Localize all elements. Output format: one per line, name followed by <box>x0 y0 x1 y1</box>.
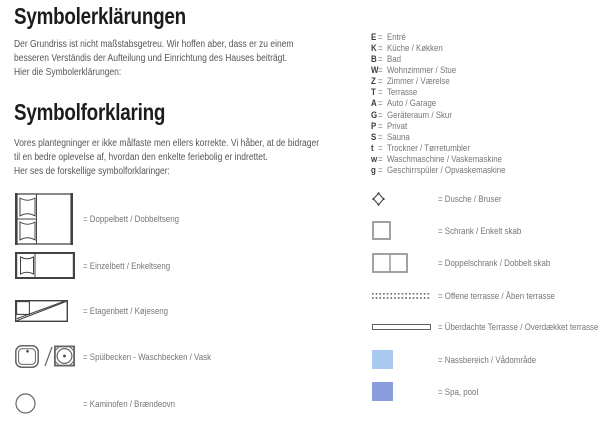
room-code-letter: A <box>371 98 377 109</box>
room-code-label: Trockner / Tørretumbler <box>386 142 470 153</box>
legend-row-spa-pool <box>372 382 485 401</box>
room-code-letter: T <box>371 87 376 98</box>
legend-row-wood-stove <box>15 393 315 414</box>
room-code-row <box>371 120 506 131</box>
equals-sign: = <box>377 154 383 165</box>
intro-paragraph-german <box>14 38 294 80</box>
double-cabinet-icon <box>372 253 438 273</box>
legend-label: = Einzelbett / Enkeltseng <box>83 260 171 271</box>
room-code-row <box>371 87 506 98</box>
room-code-letter: G <box>371 109 378 120</box>
room-code-label: Auto / Garage <box>386 98 437 109</box>
legend-row-open-terrace <box>372 292 576 300</box>
room-code-letter: w <box>371 154 378 165</box>
room-code-letter: E <box>371 31 377 42</box>
room-code-label: Zimmer / Værelse <box>386 76 450 87</box>
equals-sign: = <box>377 131 383 142</box>
open-terrace-icon <box>372 292 438 300</box>
intro-line: besseren Verständis der Aufteilung und Einrichtung des Hauses beiträgt. <box>14 53 288 64</box>
room-code-label: Sauna <box>386 131 410 142</box>
room-code-label: Privat <box>386 120 408 131</box>
legend-label: = Nassbereich / Vådområde <box>438 354 537 365</box>
equals-sign: = <box>377 165 383 176</box>
room-code-row <box>371 64 506 75</box>
intro-paragraph-danish <box>14 137 319 179</box>
room-code-list <box>371 31 529 176</box>
legend-label: = Dusche / Bruser <box>438 194 502 204</box>
intro-line: Der Grundriss ist nicht maßstabsgetreu. Wir hoffen aber, dass er zu einem <box>14 39 294 50</box>
equals-sign: = <box>377 109 383 120</box>
room-code-label: Waschmaschine / Vaskemaskine <box>386 154 503 165</box>
shower-icon <box>372 192 438 206</box>
legend-label: = Überdachte Terrasse / Overdækket terrasse <box>438 322 599 332</box>
equals-sign: = <box>377 87 383 98</box>
room-code-letter: S <box>371 131 377 142</box>
room-code-row <box>371 142 506 153</box>
room-code-letter: K <box>371 42 377 53</box>
legend-row-shower <box>372 192 513 206</box>
room-code-row <box>371 31 506 42</box>
equals-sign: = <box>377 98 383 109</box>
legend-row-single-bed <box>15 252 315 279</box>
room-code-row <box>371 131 506 142</box>
covered-terrace-icon <box>372 324 438 330</box>
legend-label: = Spa, pool <box>438 386 479 397</box>
room-code-row <box>371 53 506 64</box>
single-bed-icon <box>15 252 75 279</box>
legend-label: = Schrank / Enkelt skab <box>438 225 522 236</box>
room-code-label: Bad <box>386 53 402 64</box>
double-bed-icon <box>15 193 73 245</box>
room-code-letter: P <box>371 120 377 131</box>
legend-row-bunk-bed <box>15 300 315 322</box>
room-code-label: Geräteraum / Skur <box>386 109 452 120</box>
equals-sign: = <box>377 53 383 64</box>
legend-label: = Offene terrasse / Åben terrasse <box>438 291 555 301</box>
page-title-danish: Symbolforklaring <box>14 99 166 125</box>
wet-area-swatch <box>372 350 393 369</box>
legend-label: = Kaminofen / Brændeovn <box>83 398 176 409</box>
equals-sign: = <box>377 142 383 153</box>
intro-line: Hier die Symbolerklärungen: <box>14 67 122 78</box>
room-code-letter: B <box>371 53 377 64</box>
room-code-letter: g <box>371 165 376 176</box>
intro-line: Her ses de forskellige symbolforklaringer: <box>14 166 170 177</box>
room-code-row <box>371 76 506 87</box>
room-code-label: Geschirrspüler / Opvaskemaskine <box>386 165 506 176</box>
room-code-row <box>371 165 506 176</box>
equals-sign: = <box>377 64 383 75</box>
equals-sign: = <box>377 76 383 87</box>
legend-row-double-cabinet <box>372 253 570 273</box>
room-code-row <box>371 42 506 53</box>
legend-row-sink <box>15 345 315 368</box>
legend-label: = Spülbecken - Waschbecken / Vask <box>83 351 212 362</box>
legend-label: = Doppelschrank / Dobbelt skab <box>438 258 551 268</box>
room-code-letter: W <box>371 64 379 75</box>
room-code-label: Terrasse <box>386 87 418 98</box>
cabinet-icon <box>372 221 438 240</box>
equals-sign: = <box>377 42 383 53</box>
sink-icons <box>15 345 75 368</box>
room-code-letter: Z <box>371 76 376 87</box>
intro-line: til en bedre oplevelse af, hvordan den enkelte feriebolig er indrettet. <box>14 152 268 163</box>
legend-row-covered-terrace <box>372 324 600 330</box>
room-code-label: Küche / Køkken <box>386 42 443 53</box>
spa-pool-swatch <box>372 382 393 401</box>
legend-row-double-bed <box>15 193 315 245</box>
wood-stove-icon <box>15 393 36 414</box>
bunk-bed-icon <box>15 300 68 322</box>
legend-row-wet-area <box>372 350 554 369</box>
equals-sign: = <box>377 120 383 131</box>
room-code-row <box>371 154 506 165</box>
room-code-row <box>371 109 506 120</box>
legend-row-cabinet <box>372 221 536 240</box>
room-code-label: Entré <box>386 31 406 42</box>
intro-line: Vores plantegninger er ikke målfaste men ellers korrekte. Vi håber, at de bidrager <box>14 138 320 149</box>
legend-label: = Etagenbett / Køjeseng <box>83 306 169 316</box>
equals-sign: = <box>377 31 383 42</box>
room-code-label: Wohnzimmer / Stue <box>386 64 457 75</box>
room-code-letter: t <box>371 142 374 153</box>
room-code-row <box>371 98 506 109</box>
page-title-german: Symbolerklärungen <box>14 3 186 29</box>
legend-label: = Doppelbett / Dobbeltseng <box>83 214 179 224</box>
